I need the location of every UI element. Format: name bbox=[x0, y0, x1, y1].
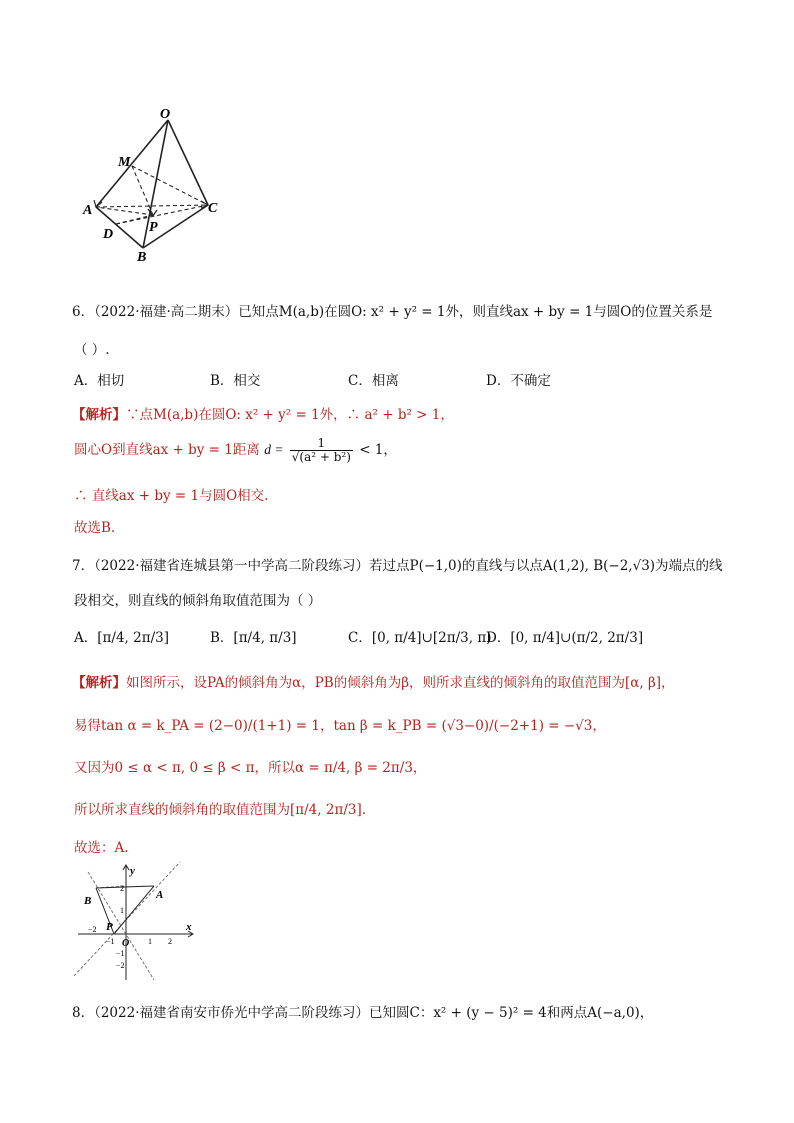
q6-analysis-line3: ∴ 直线ax + by = 1与圆O相交. bbox=[74, 488, 269, 504]
tick-x-1: 1 bbox=[148, 937, 152, 946]
q7-option-a bbox=[74, 626, 169, 646]
origin-label: O bbox=[122, 938, 130, 949]
point-P-label: P bbox=[106, 921, 113, 933]
tick-y-neg1: −1 bbox=[116, 949, 125, 958]
q7-option-b bbox=[210, 626, 297, 646]
q7-analysis-line1 bbox=[72, 671, 675, 691]
q6-analysis-line1 bbox=[72, 403, 454, 423]
q6-analysis-tag: 【解析】 bbox=[72, 407, 126, 423]
tick-y-1: 1 bbox=[120, 906, 124, 915]
coordinate-figure bbox=[68, 858, 208, 984]
q7-option-a-body: [π/4, 2π/3] bbox=[97, 630, 169, 646]
q6-analysis-text2a: 圆心O到直线ax + by = 1距离 bbox=[74, 442, 260, 458]
q7-analysis-tag: 【解析】 bbox=[72, 675, 126, 691]
tetrahedron-figure bbox=[80, 104, 230, 264]
q6-paren: （ ）. bbox=[74, 342, 110, 358]
q7-option-d bbox=[486, 626, 643, 646]
q7-analysis-text1: 如图所示，设PA的倾斜角为α，PB的倾斜角为β，则所求直线的倾斜角的取值范围为[α, β]， bbox=[126, 675, 675, 691]
axis-y-label: y bbox=[130, 865, 135, 877]
label-B: B bbox=[137, 250, 147, 264]
q7-option-c bbox=[348, 626, 491, 646]
q7-option-d-body: [0, π/4]∪(π/2, 2π/3] bbox=[510, 630, 644, 646]
label-O: O bbox=[160, 107, 171, 122]
tick-x-neg1: −1 bbox=[106, 937, 115, 946]
label-A: A bbox=[83, 203, 93, 218]
q6-analysis-text2c: < 1， bbox=[359, 442, 397, 458]
q7-option-b-body: [π/4, π/3] bbox=[233, 630, 297, 646]
q6-option-d: D．不确定 bbox=[486, 373, 551, 389]
tick-x-2: 2 bbox=[168, 937, 172, 946]
q7-option-b-letter: B． bbox=[210, 630, 234, 646]
q6-option-b: B．相交 bbox=[210, 373, 261, 389]
point-B-label: B bbox=[84, 895, 92, 907]
label-C: C bbox=[208, 201, 218, 216]
q7-option-a-letter: A． bbox=[74, 630, 98, 646]
q7-answer: 故选：A. bbox=[74, 840, 129, 856]
q7-analysis-line3: 又因为0 ≤ α < π, 0 ≤ β < π，所以α = π/4, β = 2π/3， bbox=[74, 760, 427, 776]
label-P: P bbox=[149, 220, 158, 235]
label-M: M bbox=[118, 155, 131, 170]
q7-stem-line1: 7．（2022·福建省连城县第一中学高二阶段练习）若过点P(−1,0)的直线与以点A(1,2), B(−2,√3)为端点的线 bbox=[72, 558, 723, 574]
q6-distance-fraction bbox=[290, 437, 353, 464]
tick-x-neg2: −2 bbox=[88, 925, 97, 934]
q8-stem: 8．（2022·福建省南安市侨光中学高二阶段练习）已知圆C：x² + (y − 5)² = 4和两点A(−a,0)， bbox=[72, 1005, 654, 1021]
label-D: D bbox=[103, 227, 114, 242]
point-A-label: A bbox=[156, 889, 164, 901]
tick-y-neg2: −2 bbox=[116, 961, 125, 970]
q7-analysis-line4: 所以所求直线的倾斜角的取值范围为[π/4, 2π/3]. bbox=[74, 802, 367, 818]
q6-frac-den: √(a² + b²) bbox=[291, 450, 351, 464]
q7-analysis-line2: 易得tan α = k_PA = (2−0)/(1+1) = 1，tan β = k_PB = (√3−0)/(−2+1) = −√3， bbox=[74, 718, 606, 734]
q7-stem-line2: 段相交，则直线的倾斜角取值范围为（ ） bbox=[74, 593, 322, 609]
q6-option-c: C．相离 bbox=[348, 373, 399, 389]
axis-x-label: x bbox=[186, 921, 192, 933]
q6-answer: 故选B. bbox=[74, 520, 116, 536]
q7-option-c-letter: C． bbox=[348, 630, 372, 646]
tick-y-2: 2 bbox=[120, 884, 124, 893]
q6-analysis-text2b: d = bbox=[264, 442, 284, 457]
q7-option-c-body: [0, π/4]∪[2π/3, π) bbox=[371, 630, 492, 646]
q6-analysis-text1: ∵点M(a,b)在圆O: x² + y² = 1外，∴ a² + b² > 1， bbox=[126, 407, 454, 423]
q6-analysis-line2 bbox=[74, 437, 397, 464]
q7-option-d-letter: D． bbox=[486, 630, 511, 646]
q6-stem: 6．（2022·福建·高二期末）已知点M(a,b)在圆O: x² + y² = 1外，则直线ax + by = 1与圆O的位置关系是 bbox=[72, 304, 713, 320]
q6-option-a: A．相切 bbox=[74, 373, 125, 389]
q6-frac-num: 1 bbox=[290, 437, 353, 451]
